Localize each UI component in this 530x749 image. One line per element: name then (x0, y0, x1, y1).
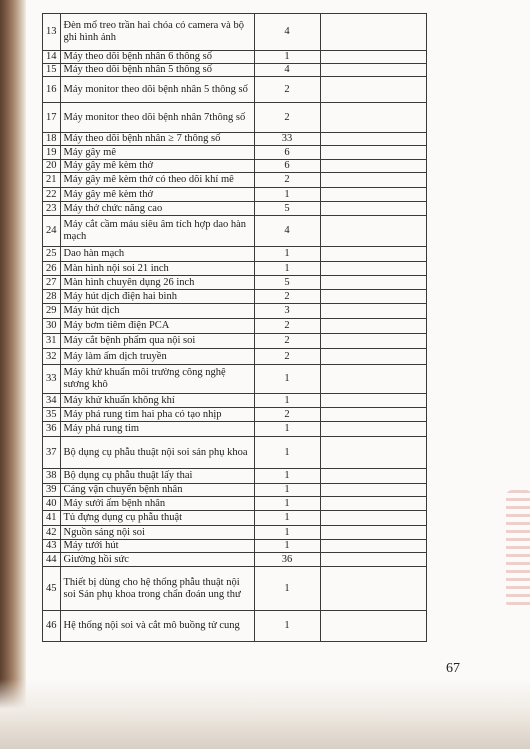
equipment-quantity: 2 (254, 173, 320, 188)
equipment-quantity: 1 (254, 540, 320, 553)
equipment-quantity: 2 (254, 77, 320, 103)
equipment-quantity: 33 (254, 133, 320, 146)
equipment-name: Dao hàn mạch (60, 247, 254, 262)
empty-cell (320, 216, 426, 247)
row-number: 17 (43, 103, 61, 133)
table-row (43, 276, 427, 290)
row-number: 45 (43, 567, 61, 611)
equipment-quantity: 2 (254, 349, 320, 365)
table-row (43, 540, 427, 553)
row-number: 41 (43, 511, 61, 526)
equipment-name: Máy phá rung tim (60, 422, 254, 437)
table-row (43, 334, 427, 349)
equipment-name: Bộ dụng cụ phẫu thuật lấy thai (60, 469, 254, 484)
row-number: 37 (43, 437, 61, 469)
table-row (43, 290, 427, 304)
row-number: 35 (43, 408, 61, 422)
row-number: 27 (43, 276, 61, 290)
equipment-quantity: 2 (254, 408, 320, 422)
equipment-quantity: 1 (254, 394, 320, 408)
empty-cell (320, 408, 426, 422)
equipment-quantity: 1 (254, 526, 320, 540)
equipment-name: Máy gây mê kèm thở có theo dõi khí mê (60, 173, 254, 188)
equipment-quantity: 2 (254, 334, 320, 349)
table-row (43, 202, 427, 216)
empty-cell (320, 526, 426, 540)
equipment-quantity: 1 (254, 188, 320, 202)
equipment-name: Thiết bị dùng cho hệ thống phẫu thuật nội soi Sản phụ khoa trong chẩn đoán ung thư (60, 567, 254, 611)
empty-cell (320, 160, 426, 173)
equipment-quantity: 3 (254, 304, 320, 319)
equipment-name: Máy monitor theo dõi bệnh nhân 7thông số (60, 103, 254, 133)
row-number: 44 (43, 553, 61, 567)
row-number: 14 (43, 51, 61, 64)
empty-cell (320, 437, 426, 469)
equipment-name: Máy phá rung tim hai pha có tạo nhịp (60, 408, 254, 422)
equipment-quantity: 1 (254, 51, 320, 64)
table-row (43, 567, 427, 611)
equipment-table (42, 13, 427, 642)
row-number: 15 (43, 64, 61, 77)
equipment-quantity: 6 (254, 146, 320, 160)
table-row (43, 365, 427, 394)
row-number: 22 (43, 188, 61, 202)
equipment-name: Máy gây mê kèm thở (60, 160, 254, 173)
row-number: 28 (43, 290, 61, 304)
equipment-name: Máy cắt bệnh phẩm qua nội soi (60, 334, 254, 349)
equipment-name: Máy cắt cầm máu siêu âm tích hợp dao hàn mạch (60, 216, 254, 247)
empty-cell (320, 319, 426, 334)
empty-cell (320, 334, 426, 349)
equipment-name: Máy tưới hút (60, 540, 254, 553)
table-row (43, 247, 427, 262)
equipment-name: Cáng vận chuyển bệnh nhân (60, 484, 254, 497)
equipment-name: Màn hình nội soi 21 inch (60, 262, 254, 276)
row-number: 19 (43, 146, 61, 160)
empty-cell (320, 497, 426, 511)
equipment-name: Máy theo dõi bệnh nhân 6 thông số (60, 51, 254, 64)
equipment-quantity: 1 (254, 469, 320, 484)
table-row (43, 51, 427, 64)
equipment-name: Đèn mổ treo trần hai chóa có camera và bộ ghi hình ảnh (60, 14, 254, 51)
table-row (43, 64, 427, 77)
row-number: 38 (43, 469, 61, 484)
equipment-quantity: 4 (254, 64, 320, 77)
equipment-name: Giường hồi sức (60, 553, 254, 567)
equipment-name: Máy gây mê kèm thở (60, 188, 254, 202)
equipment-name: Máy sưởi ấm bệnh nhân (60, 497, 254, 511)
equipment-name: Máy khử khuẩn môi trường công nghệ sương khô (60, 365, 254, 394)
empty-cell (320, 276, 426, 290)
empty-cell (320, 484, 426, 497)
empty-cell (320, 540, 426, 553)
row-number: 43 (43, 540, 61, 553)
red-stamp-mark (506, 490, 530, 608)
empty-cell (320, 188, 426, 202)
row-number: 30 (43, 319, 61, 334)
row-number: 32 (43, 349, 61, 365)
empty-cell (320, 146, 426, 160)
equipment-name: Tủ đựng dụng cụ phẫu thuật (60, 511, 254, 526)
equipment-name: Máy làm ấm dịch truyền (60, 349, 254, 365)
equipment-quantity: 2 (254, 319, 320, 334)
table-row (43, 484, 427, 497)
empty-cell (320, 173, 426, 188)
empty-cell (320, 611, 426, 642)
equipment-quantity: 4 (254, 216, 320, 247)
empty-cell (320, 14, 426, 51)
equipment-quantity: 1 (254, 611, 320, 642)
table-row (43, 216, 427, 247)
table-row (43, 188, 427, 202)
equipment-quantity: 2 (254, 103, 320, 133)
empty-cell (320, 567, 426, 611)
table-row (43, 173, 427, 188)
row-number: 31 (43, 334, 61, 349)
table-row (43, 408, 427, 422)
equipment-quantity: 1 (254, 437, 320, 469)
equipment-quantity: 1 (254, 262, 320, 276)
equipment-name: Máy thở chức năng cao (60, 202, 254, 216)
empty-cell (320, 290, 426, 304)
equipment-name: Bộ dụng cụ phẫu thuật nội soi sản phụ khoa (60, 437, 254, 469)
row-number: 23 (43, 202, 61, 216)
equipment-quantity: 1 (254, 567, 320, 611)
row-number: 20 (43, 160, 61, 173)
equipment-name: Máy theo dõi bệnh nhân ≥ 7 thông số (60, 133, 254, 146)
equipment-quantity: 4 (254, 14, 320, 51)
row-number: 29 (43, 304, 61, 319)
equipment-quantity: 5 (254, 276, 320, 290)
equipment-quantity: 1 (254, 497, 320, 511)
row-number: 33 (43, 365, 61, 394)
equipment-name: Máy khử khuẩn không khí (60, 394, 254, 408)
equipment-quantity: 2 (254, 290, 320, 304)
table-row (43, 469, 427, 484)
row-number: 26 (43, 262, 61, 276)
table-row (43, 497, 427, 511)
scan-edge-left (0, 0, 26, 749)
empty-cell (320, 77, 426, 103)
empty-cell (320, 64, 426, 77)
equipment-quantity: 36 (254, 553, 320, 567)
equipment-name: Màn hình chuyên dụng 26 inch (60, 276, 254, 290)
empty-cell (320, 365, 426, 394)
equipment-quantity: 1 (254, 247, 320, 262)
equipment-table-body (43, 14, 427, 642)
empty-cell (320, 133, 426, 146)
table-row (43, 611, 427, 642)
row-number: 34 (43, 394, 61, 408)
row-number: 46 (43, 611, 61, 642)
equipment-quantity: 1 (254, 511, 320, 526)
empty-cell (320, 262, 426, 276)
row-number: 25 (43, 247, 61, 262)
table-row (43, 553, 427, 567)
equipment-name: Máy hút dịch (60, 304, 254, 319)
empty-cell (320, 511, 426, 526)
equipment-name: Máy bơm tiêm điện PCA (60, 319, 254, 334)
empty-cell (320, 51, 426, 64)
equipment-name: Máy gây mê (60, 146, 254, 160)
empty-cell (320, 553, 426, 567)
empty-cell (320, 349, 426, 365)
equipment-name: Hệ thống nội soi và cắt mô buồng tử cung (60, 611, 254, 642)
equipment-quantity: 6 (254, 160, 320, 173)
equipment-name: Máy monitor theo dõi bệnh nhân 5 thông số (60, 77, 254, 103)
empty-cell (320, 469, 426, 484)
equipment-quantity: 1 (254, 422, 320, 437)
page-number: 67 (446, 661, 460, 676)
equipment-name: Máy hút dịch điện hai bình (60, 290, 254, 304)
table-row (43, 304, 427, 319)
empty-cell (320, 394, 426, 408)
table-row (43, 394, 427, 408)
equipment-name: Nguồn sáng nội soi (60, 526, 254, 540)
table-row (43, 349, 427, 365)
table-row (43, 146, 427, 160)
table-row (43, 511, 427, 526)
row-number: 13 (43, 14, 61, 51)
equipment-quantity: 5 (254, 202, 320, 216)
table-row (43, 262, 427, 276)
equipment-quantity: 1 (254, 365, 320, 394)
empty-cell (320, 202, 426, 216)
table-row (43, 319, 427, 334)
empty-cell (320, 422, 426, 437)
empty-cell (320, 103, 426, 133)
table-row (43, 422, 427, 437)
table-row (43, 14, 427, 51)
equipment-name: Máy theo dõi bệnh nhân 5 thông số (60, 64, 254, 77)
table-row (43, 160, 427, 173)
scan-edge-bottom (0, 679, 530, 749)
row-number: 21 (43, 173, 61, 188)
row-number: 16 (43, 77, 61, 103)
row-number: 42 (43, 526, 61, 540)
row-number: 39 (43, 484, 61, 497)
row-number: 36 (43, 422, 61, 437)
table-row (43, 77, 427, 103)
equipment-quantity: 1 (254, 484, 320, 497)
row-number: 24 (43, 216, 61, 247)
table-row (43, 437, 427, 469)
table-row (43, 526, 427, 540)
table-row (43, 133, 427, 146)
empty-cell (320, 304, 426, 319)
empty-cell (320, 247, 426, 262)
row-number: 40 (43, 497, 61, 511)
table-row (43, 103, 427, 133)
row-number: 18 (43, 133, 61, 146)
